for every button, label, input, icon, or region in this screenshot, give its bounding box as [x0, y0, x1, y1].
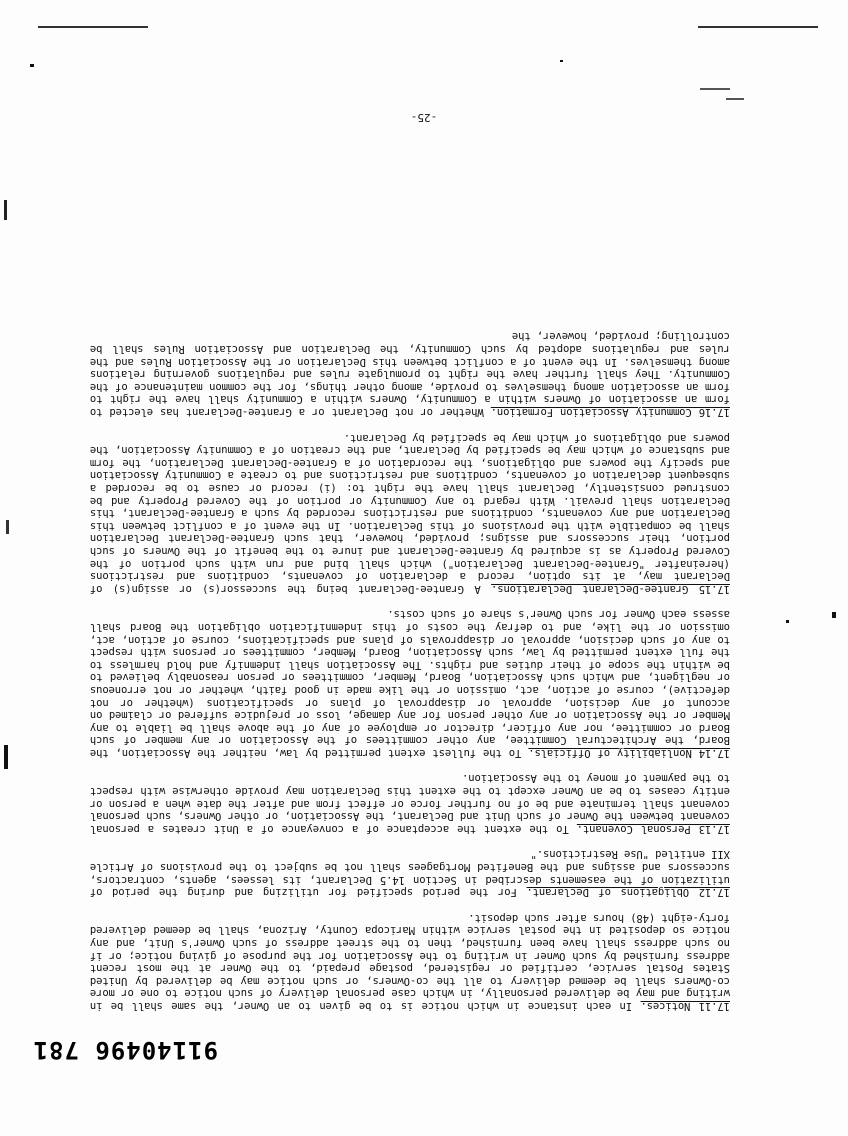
paragraph-nonliability-of-officials — [90, 608, 730, 759]
paragraph-community-association-formation — [90, 330, 730, 418]
scan-line — [38, 26, 148, 28]
paragraph-grantee-declarant-declarations — [90, 431, 730, 595]
section-heading: 17.12 Obligations of Declarant. — [526, 886, 730, 899]
section-text: For the period specified for utilizing and during the period of utilization of the easements described in Section 14.5 Declarant, its lessees, agents, contractors, successors and assigns and the Benefited Mortgagees shall not be subject to the provisions of Article XII entitled "Use Restrictions." — [90, 848, 730, 899]
scan-line — [698, 26, 818, 28]
document-body — [90, 317, 730, 1012]
section-heading: 17.13 Personal Covenant. — [576, 822, 730, 835]
section-text: A Grantee-Declarant being the successor(s) or assign(s) of Declarant may, at its option, record a declaration of covenants, conditions and restrictions (hereinafter "Grantee-Declarant Declaration") which shall bind and run with such portion of the Covered Property as is acquired by Grantee-Declarant and inure to the benefit of the Owners of such portion, their successors and assigns; provided, however, that such Grantee-Declarant Declaration shall be compatible with the provisions of this Declaration. In the event of a conflict between this Declaration and any covenants, conditions and restrictions recorded by such a Grantee-Declarant, this Declaration shall prevail. With regard to any Community or portion of the Covered Property and be construed consistently, Declarant shall have the right to: (i) record or cause to be recorded a subsequent declaration of covenants, conditions and restrictions and to create a Community Association and specify the powers and obligations, the recordation of a Grantee-Declarant Declaration, the form and substance of which may be specified by Declarant, and the creation of a Community Association, the powers and obligations of which may be specified by Declarant. — [90, 431, 730, 595]
section-heading: 17.16 Community Association Formation. — [490, 406, 730, 419]
section-heading: 17.14 Nonliability of Officials. — [528, 746, 730, 759]
section-text: To the fullest extent permitted by law, neither the Association, the Board, the Architectural Committee, any other committees of the Association or any member of such Board or committee, nor any officer, director or employee of any of the above shall be liable to any Member or the Association or any other person for any damage, loss or prejudice suffered or claimed on account of any decision, approval or disapproval of plans or specifications (whether or not defective), course of action, act, omission or the like made in good faith, whether or not erroneous or negligent, and which such Association, Board, Member, committees or person reasonably believed to be within the scope of their duties and rights. The Association shall indemnify and hold harmless to the full extent permitted by law, such Association, Board, Member, committees or persons with respect to any of such decision, approval or disapprovals of plans and specifications, course of action, act, omission or the like, and to defray the costs of this indemnification obligation the Board shall assess each Owner for such Owner's share of such costs. — [90, 608, 730, 759]
recording-stamp: 91140496 781 — [32, 1036, 218, 1064]
section-heading: 17.15 Grantee-Declarant Declarations. — [491, 582, 730, 595]
paragraph-personal-covenant — [90, 772, 730, 835]
footer-scan-strip — [0, 20, 848, 28]
paragraph-obligations-of-declarant — [90, 848, 730, 898]
section-text: To the extent the acceptance of a conveyance of a Unit creates a personal covenant between the Owner of such Unit and Declarant, the Association, or other Owners, such personal covenant shall terminate and be of no further force or effect from and after the date when a person or entity ceases to be an Owner except to the extent this Declaration may provide otherwise with respect to the payment of money to the Association. — [90, 772, 730, 835]
section-text: Whether or not Declarant or a Grantee-Declarant has elected to form an association of Owners within a Community, Owners within a Community shall have the right to form an association among themselves to provide, among other things, for the common maintenance of the Community. They shall further have the right to promulgate rules and regulations governing relations among themselves. In the event of a conflict between this Declaration or the Association Rules and the rules and regulations adopted by such Community, the Declaration and Association Rules shall be controlling; provided, however, the — [90, 330, 730, 419]
page-number: -25- — [410, 111, 438, 124]
paragraph-notices — [90, 911, 730, 1012]
section-heading: 17.11 Notices. — [640, 1000, 730, 1012]
section-text: In each instance in which notice is to be given to an Owner, the same shall be in writing and may be delivered personally, in which case personal delivery of such notice to one or more co-Owners shall be deemed delivery to all the co-Owners, or such notice may be delivered by United States Postal service, certified or registered, postage prepaid, to the Owner at the most recent address furnished by such Owner in writing to the Association for the purpose of giving notice; or if no such address shall have been furnished, then to the street address of such Owner's Unit, and any notice so deposited in the postal service within Maricopa County, Arizona, shall be deemed delivered forty-eight (48) hours after such deposit. — [89, 911, 730, 1012]
